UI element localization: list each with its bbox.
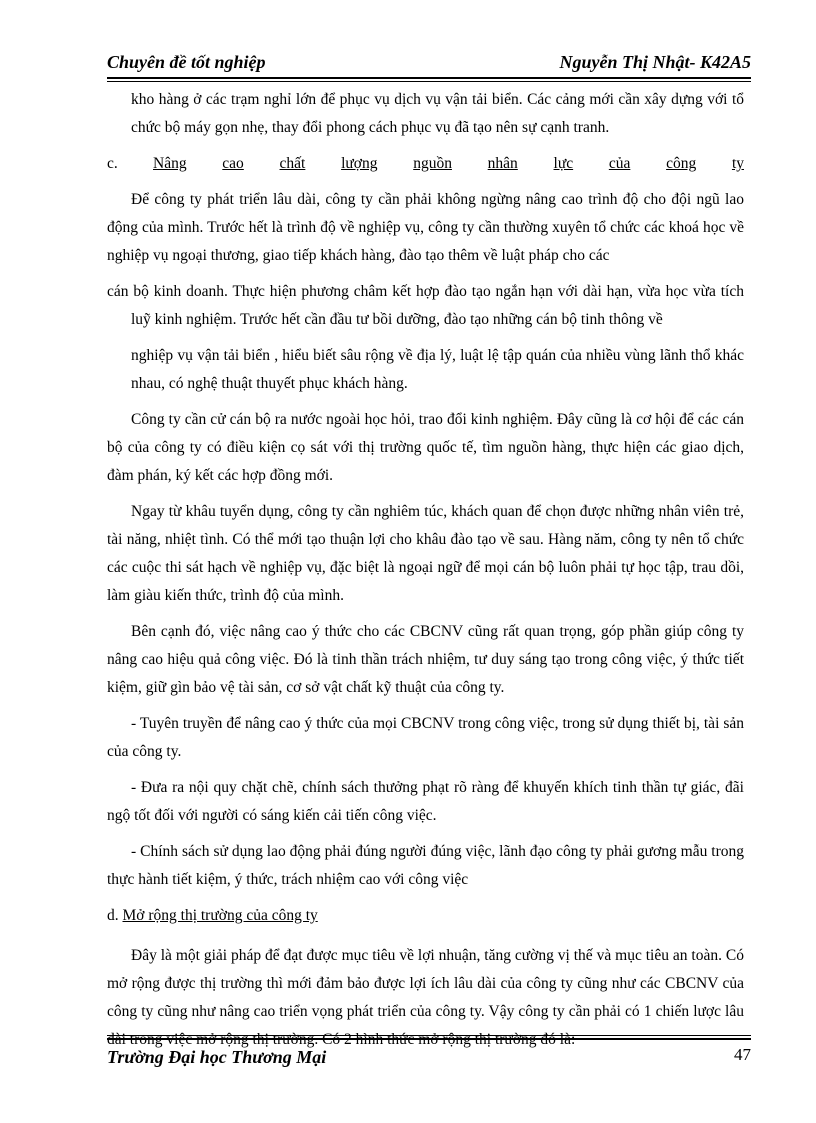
heading-word: của xyxy=(608,155,631,172)
heading-word: Nâng xyxy=(153,155,187,172)
paragraph: Bên cạnh đó, việc nâng cao ý thức cho các CBCNV cũng rất quan trọng, góp phần giúp công ty nâng cao hiệu quả công việc. Đó là tinh thần trách nhiệm, tư duy sáng tạo trong công việc, ý thức tiết kiệm, giữ gìn bảo vệ tài sản, cơ sở vật chất kỹ thuật của công ty. xyxy=(107,623,744,696)
paragraph: Đây là một giải pháp để đạt được mục tiêu về lợi nhuận, tăng cường vị thế và mục tiêu an toàn. Có mở rộng được thị trường thì mới đảm bảo được lợi ích lâu dài của công ty cũng như các CBCNV của công ty cũng như nâng cao triển vọng phát triển của công ty. Vậy công ty cần phải có 1 chiến lược lâu dài trong việc mở rộng thị trường. Có 2 hình thức mở rộng thị trường đó là: xyxy=(107,947,744,1048)
header-rule xyxy=(107,77,751,79)
bullet-item: - Đưa ra nội quy chặt chẽ, chính sách thưởng phạt rõ ràng để khuyến khích tinh thần tự giác, đãi ngộ tốt đối với người có sáng kiến cải tiến công việc. xyxy=(107,779,744,824)
heading-word: công xyxy=(666,155,697,172)
section-d-title: Mở rộng thị trường của công ty xyxy=(122,907,318,924)
heading-word: chất xyxy=(279,155,306,172)
paragraph: Để công ty phát triển lâu dài, công ty cần phải không ngừng nâng cao trình độ cho đội ngũ lao động của mình. Trước hết là trình độ về nghiệp vụ, công ty cần thường xuyên tổ chức các khoá học về nghiệp vụ ngoại thương, giao tiếp khách hàng, đào tạo thêm về luật pháp cho các xyxy=(107,191,744,264)
footer-rule xyxy=(107,1038,751,1040)
header-title: Chuyên đề tốt nghiệp xyxy=(107,52,266,72)
heading-word: lượng xyxy=(341,155,378,172)
page-header xyxy=(107,50,751,80)
bullet-item: - Tuyên truyền để nâng cao ý thức của mọi CBCNV trong công việc, trong sử dụng thiết bị, tài sản của công ty. xyxy=(107,715,744,760)
heading-word: ty xyxy=(731,155,744,172)
section-c-heading xyxy=(107,150,744,178)
paragraph: Ngay từ khâu tuyển dụng, công ty cần nghiêm túc, khách quan để chọn được những nhân viên trẻ, tài năng, nhiệt tình. Có thể mới tạo thuận lợi cho khâu đào tạo về sau. Hàng năm, công ty nên tổ chức các cuộc thi sát hạch về nghiệp vụ, đặc biệt là ngoại ngữ để mọi cán bộ luôn phải tự học tập, trau dồi, làm giàu kiến thức, trình độ của mình. xyxy=(107,503,744,604)
header-rule-thin xyxy=(107,81,751,82)
paragraph: cán bộ kinh doanh. Thực hiện phương châm kết hợp đào tạo ngắn hạn với dài hạn, vừa học vừa tích luỹ kinh nghiệm. Trước hết cần đầu tư bồi dưỡng, đào tạo những cán bộ tinh thông về xyxy=(107,283,744,328)
section-d-label: d. xyxy=(107,907,119,924)
section-c-label: c. xyxy=(107,155,118,172)
paragraph: kho hàng ở các trạm nghỉ lớn để phục vụ dịch vụ vận tải biển. Các cảng mới cần xây dựng với tổ chức bộ máy gọn nhẹ, thay đổi phong cách phục vụ đã tạo nên sự cạnh tranh. xyxy=(131,91,744,136)
paragraph: nghiệp vụ vận tải biển , hiểu biết sâu rộng về địa lý, luật lệ tập quán của nhiều vùng lãnh thổ khác nhau, có nghệ thuật thuyết phục khách hàng. xyxy=(131,347,744,392)
paragraph: Công ty cần cử cán bộ ra nước ngoài học hỏi, trao đổi kinh nghiệm. Đây cũng là cơ hội để các cán bộ của công ty có điều kiện cọ sát với thị trường quốc tế, tìm nguồn hàng, thực hiện các giao dịch, đàm phán, ký kết các hợp đồng mới. xyxy=(107,411,744,484)
section-c-title xyxy=(153,150,744,178)
header-author: Nguyễn Thị Nhật- K42A5 xyxy=(559,52,751,72)
footer-school: Trường Đại học Thương Mại xyxy=(107,1047,327,1067)
heading-word: nhân xyxy=(487,155,518,172)
page-footer xyxy=(107,1035,751,1075)
heading-word: nguồn xyxy=(413,155,452,172)
heading-word: lực xyxy=(553,155,574,172)
section-d-heading xyxy=(107,902,744,930)
page-number: 47 xyxy=(734,1045,751,1064)
page-body xyxy=(107,86,744,1062)
footer-rule-thin xyxy=(107,1035,751,1036)
bullet-item: - Chính sách sử dụng lao động phải đúng người đúng việc, lãnh đạo công ty phải gương mẫu trong thực hành tiết kiệm, ý thức, trách nhiệm cao với công việc xyxy=(107,843,744,888)
heading-word: cao xyxy=(222,155,244,172)
